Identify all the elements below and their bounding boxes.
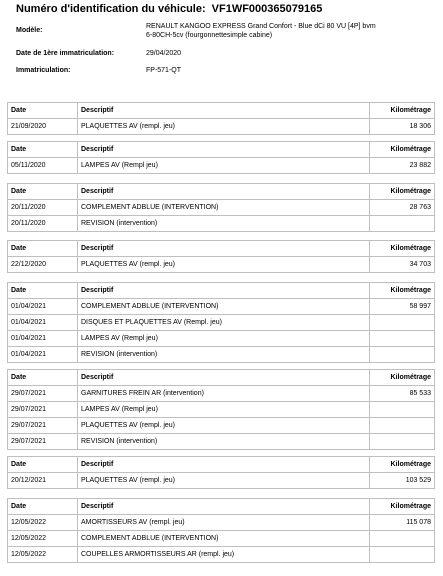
row-description: DISQUES ET PLAQUETTES AV (Rempl. jeu) bbox=[78, 315, 370, 331]
row-date: 12/05/2022 bbox=[8, 547, 78, 563]
row-mileage: 103 529 bbox=[370, 473, 435, 489]
row-description: LAMPES AV (Rempl jeu) bbox=[78, 331, 370, 347]
table-row bbox=[8, 418, 435, 434]
vin-number: VF1WF000365079165 bbox=[211, 3, 323, 15]
table-header-row bbox=[8, 142, 435, 158]
row-description: GARNITURES FREIN AR (intervention) bbox=[78, 386, 370, 402]
mileage-header: Kilométrage bbox=[370, 184, 435, 200]
date-header: Date bbox=[8, 184, 78, 200]
row-date: 29/07/2021 bbox=[8, 418, 78, 434]
row-description: REVISION (intervention) bbox=[78, 347, 370, 363]
table-row bbox=[8, 547, 435, 563]
description-header: Descriptif bbox=[78, 184, 370, 200]
mileage-header: Kilométrage bbox=[370, 283, 435, 299]
row-mileage bbox=[370, 402, 435, 418]
table-row bbox=[8, 473, 435, 489]
row-description: PLAQUETTES AV (rempl. jeu) bbox=[78, 257, 370, 273]
table-row bbox=[8, 299, 435, 315]
table-row bbox=[8, 257, 435, 273]
row-mileage bbox=[370, 347, 435, 363]
row-mileage: 115 078 bbox=[370, 515, 435, 531]
history-table bbox=[7, 141, 435, 174]
table-header-row bbox=[8, 241, 435, 257]
row-date: 12/05/2022 bbox=[8, 515, 78, 531]
history-table bbox=[7, 240, 435, 273]
row-description: COMPLEMENT ADBLUE (INTERVENTION) bbox=[78, 200, 370, 216]
row-date: 20/11/2020 bbox=[8, 200, 78, 216]
table-header-row bbox=[8, 457, 435, 473]
mileage-header: Kilométrage bbox=[370, 499, 435, 515]
row-description: REVISION (intervention) bbox=[78, 216, 370, 232]
row-description: COUPELLES ARMORTISSEURS AR (rempl. jeu) bbox=[78, 547, 370, 563]
table-row bbox=[8, 434, 435, 450]
mileage-header: Kilométrage bbox=[370, 457, 435, 473]
row-date: 05/11/2020 bbox=[8, 158, 78, 174]
row-description: AMORTISSEURS AV (rempl. jeu) bbox=[78, 515, 370, 531]
first-registration-value: 29/04/2020 bbox=[146, 50, 182, 57]
model-line-1: RENAULT KANGOO EXPRESS Grand Confort - Blue dCi 80 VU [4P] bvm bbox=[146, 23, 376, 30]
history-table bbox=[7, 369, 435, 450]
row-description: COMPLEMENT ADBLUE (INTERVENTION) bbox=[78, 299, 370, 315]
date-header: Date bbox=[8, 457, 78, 473]
mileage-header: Kilométrage bbox=[370, 142, 435, 158]
date-header: Date bbox=[8, 142, 78, 158]
description-header: Descriptif bbox=[78, 103, 370, 119]
row-mileage bbox=[370, 216, 435, 232]
date-header: Date bbox=[8, 103, 78, 119]
table-header-row bbox=[8, 283, 435, 299]
row-date: 22/12/2020 bbox=[8, 257, 78, 273]
row-date: 01/04/2021 bbox=[8, 347, 78, 363]
table-row bbox=[8, 216, 435, 232]
table-header-row bbox=[8, 184, 435, 200]
row-mileage bbox=[370, 418, 435, 434]
row-date: 21/09/2020 bbox=[8, 119, 78, 135]
table-row bbox=[8, 515, 435, 531]
row-mileage bbox=[370, 331, 435, 347]
row-date: 29/07/2021 bbox=[8, 434, 78, 450]
plate-label: Immatriculation: bbox=[16, 67, 71, 74]
history-table bbox=[7, 102, 435, 135]
table-header-row bbox=[8, 370, 435, 386]
description-header: Descriptif bbox=[78, 370, 370, 386]
row-mileage bbox=[370, 547, 435, 563]
row-mileage bbox=[370, 315, 435, 331]
history-table bbox=[7, 282, 435, 363]
row-date: 01/04/2021 bbox=[8, 331, 78, 347]
row-date: 29/07/2021 bbox=[8, 386, 78, 402]
date-header: Date bbox=[8, 499, 78, 515]
first-registration-label: Date de 1ère immatriculation: bbox=[16, 50, 115, 57]
model-label: Modèle: bbox=[16, 27, 43, 34]
description-header: Descriptif bbox=[78, 241, 370, 257]
table-row bbox=[8, 402, 435, 418]
plate-value: FP-571-QT bbox=[146, 67, 182, 74]
mileage-header: Kilométrage bbox=[370, 241, 435, 257]
description-header: Descriptif bbox=[78, 142, 370, 158]
row-mileage: 28 763 bbox=[370, 200, 435, 216]
row-date: 01/04/2021 bbox=[8, 299, 78, 315]
row-description: REVISION (intervention) bbox=[78, 434, 370, 450]
table-header-row bbox=[8, 103, 435, 119]
table-row bbox=[8, 200, 435, 216]
row-mileage: 85 533 bbox=[370, 386, 435, 402]
table-header-row bbox=[8, 499, 435, 515]
table-row bbox=[8, 386, 435, 402]
row-mileage: 34 703 bbox=[370, 257, 435, 273]
history-table bbox=[7, 183, 435, 232]
table-row bbox=[8, 331, 435, 347]
row-mileage: 18 306 bbox=[370, 119, 435, 135]
description-header: Descriptif bbox=[78, 283, 370, 299]
row-date: 29/07/2021 bbox=[8, 402, 78, 418]
row-mileage: 23 882 bbox=[370, 158, 435, 174]
date-header: Date bbox=[8, 370, 78, 386]
row-mileage bbox=[370, 434, 435, 450]
table-row bbox=[8, 531, 435, 547]
row-description: LAMPES AV (Rempl jeu) bbox=[78, 158, 370, 174]
row-date: 20/12/2021 bbox=[8, 473, 78, 489]
table-row bbox=[8, 158, 435, 174]
mileage-header: Kilométrage bbox=[370, 103, 435, 119]
description-header: Descriptif bbox=[78, 499, 370, 515]
vin-label: Numéro d'identification du véhicule: bbox=[16, 3, 206, 15]
row-date: 20/11/2020 bbox=[8, 216, 78, 232]
row-description: PLAQUETTES AV (rempl. jeu) bbox=[78, 418, 370, 434]
model-value bbox=[146, 22, 416, 40]
row-mileage: 58 997 bbox=[370, 299, 435, 315]
table-row bbox=[8, 315, 435, 331]
mileage-header: Kilométrage bbox=[370, 370, 435, 386]
date-header: Date bbox=[8, 283, 78, 299]
date-header: Date bbox=[8, 241, 78, 257]
table-row bbox=[8, 347, 435, 363]
row-description: PLAQUETTES AV (rempl. jeu) bbox=[78, 473, 370, 489]
row-description: LAMPES AV (Rempl jeu) bbox=[78, 402, 370, 418]
history-table bbox=[7, 498, 435, 563]
model-line-2: 6-80CH-5cv (fourgonnettesimple cabine) bbox=[146, 32, 273, 39]
row-date: 12/05/2022 bbox=[8, 531, 78, 547]
description-header: Descriptif bbox=[78, 457, 370, 473]
vehicle-title bbox=[16, 3, 322, 15]
row-mileage bbox=[370, 531, 435, 547]
table-row bbox=[8, 119, 435, 135]
row-date: 01/04/2021 bbox=[8, 315, 78, 331]
row-description: COMPLEMENT ADBLUE (INTERVENTION) bbox=[78, 531, 370, 547]
row-description: PLAQUETTES AV (rempl. jeu) bbox=[78, 119, 370, 135]
history-table bbox=[7, 456, 435, 489]
